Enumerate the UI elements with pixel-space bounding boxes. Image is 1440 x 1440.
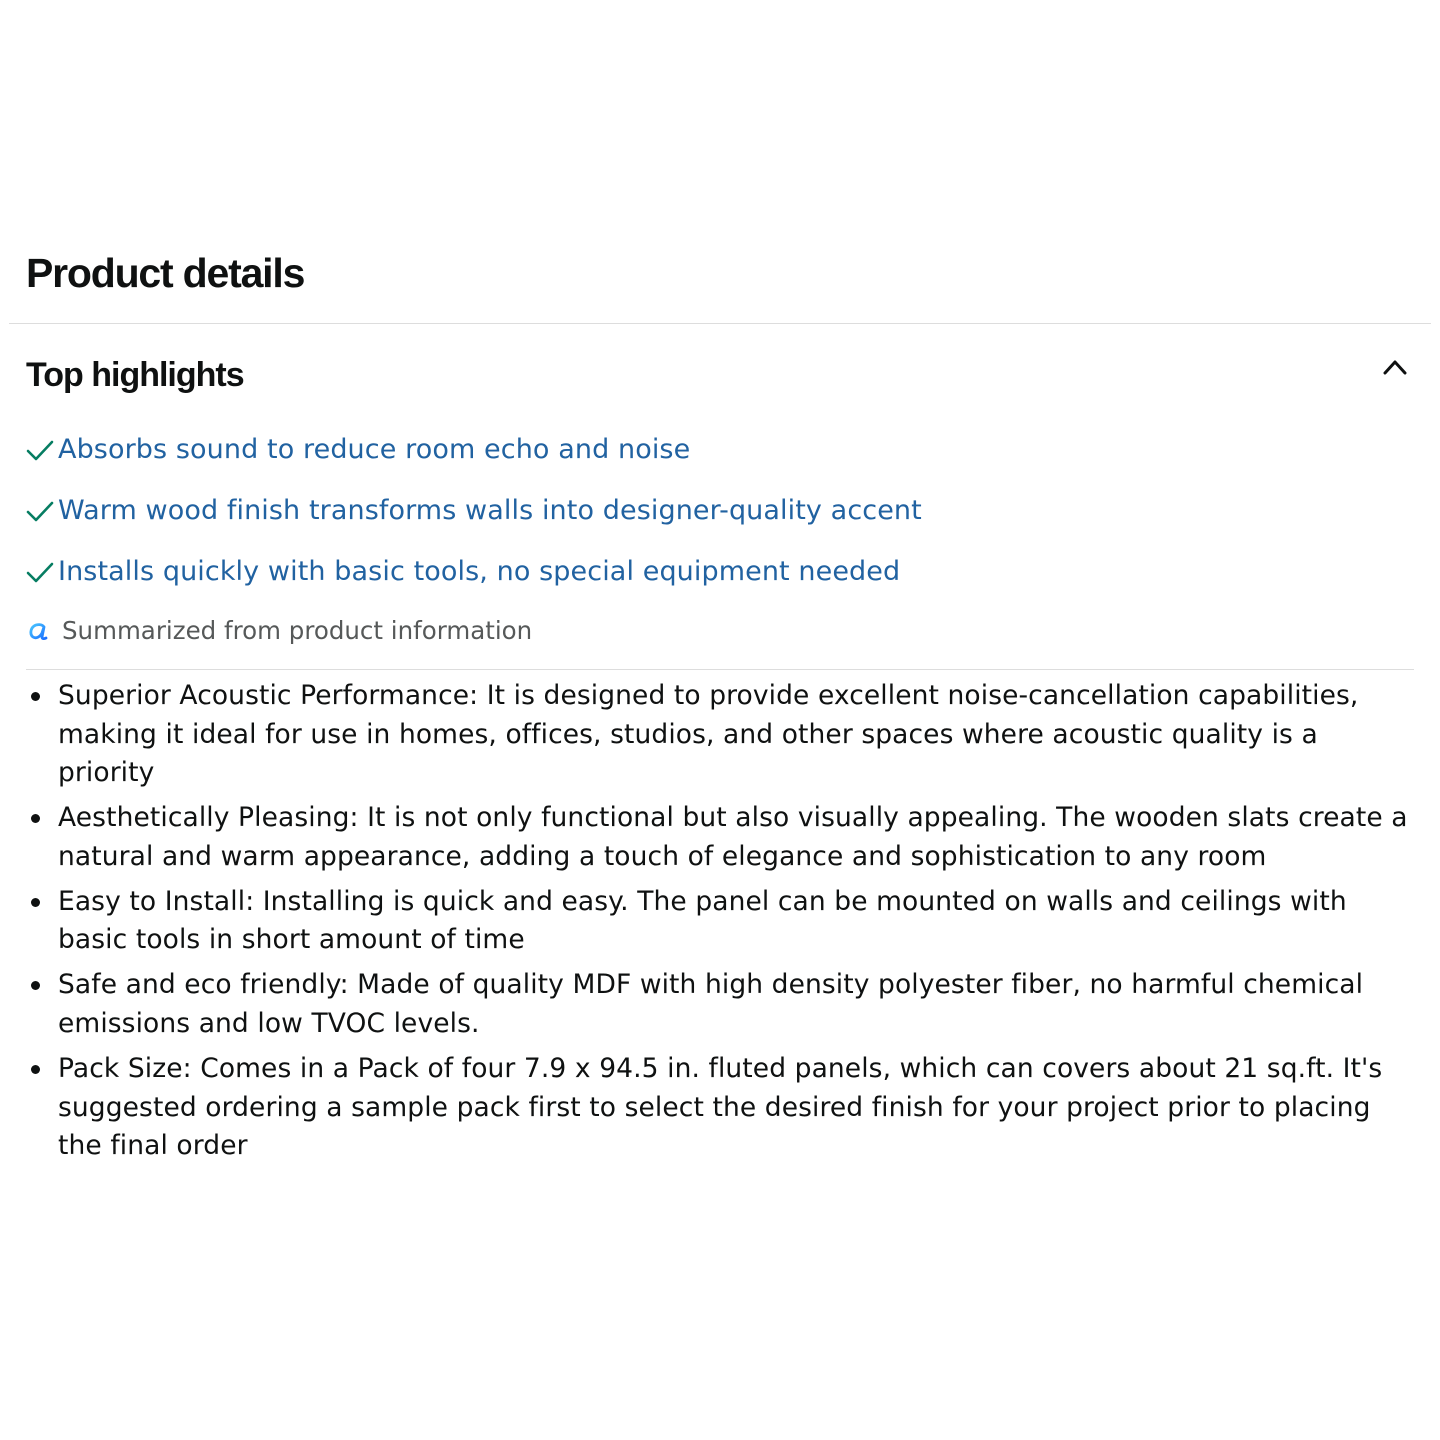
list-item: Safe and eco friendly: Made of quality MDF with high density polyester fiber, no harmful chemical emissions and low TVOC levels. (58, 966, 1420, 1043)
summary-note-text: Summarized from product information (62, 616, 533, 645)
list-item: Superior Acoustic Performance: It is designed to provide excellent noise-cancellation capabilities, making it ideal for use in homes, offices, studios, and other spaces where acoustic quality is a priority (58, 677, 1420, 793)
top-highlights-header[interactable] (26, 352, 1418, 398)
list-item: Pack Size: Comes in a Pack of four 7.9 x 94.5 in. fluted panels, which can covers about 21 sq.ft. It's suggested ordering a sample pack first to select the desired finish for your project prior to placing the final order (58, 1050, 1420, 1166)
section-divider (9, 323, 1431, 324)
ai-summary-note (26, 614, 532, 648)
checkmark-icon (26, 436, 54, 464)
list-item: Easy to Install: Installing is quick and easy. The panel can be mounted on walls and ceilings with basic tools in short amount of time (58, 883, 1420, 960)
checkmark-icon (26, 497, 54, 525)
highlight-item (26, 493, 922, 529)
highlight-text: Warm wood finish transforms walls into designer-quality accent (58, 495, 922, 526)
page-title: Product details (26, 250, 305, 296)
checkmark-icon (26, 558, 54, 586)
chevron-up-icon (1378, 352, 1418, 384)
highlight-item (26, 554, 900, 590)
collapse-toggle-button[interactable] (1378, 352, 1418, 384)
top-highlights-title: Top highlights (26, 356, 244, 394)
highlights-divider (26, 669, 1414, 670)
about-this-item-list (58, 677, 1420, 1172)
highlight-item (26, 432, 690, 468)
highlight-text: Absorbs sound to reduce room echo and noise (58, 434, 691, 465)
highlight-text: Installs quickly with basic tools, no special equipment needed (58, 556, 901, 587)
list-item: Aesthetically Pleasing: It is not only functional but also visually appealing. The wooden slats create a natural and warm appearance, adding a touch of elegance and sophistication to any room (58, 799, 1420, 876)
ai-summary-icon (26, 619, 50, 643)
